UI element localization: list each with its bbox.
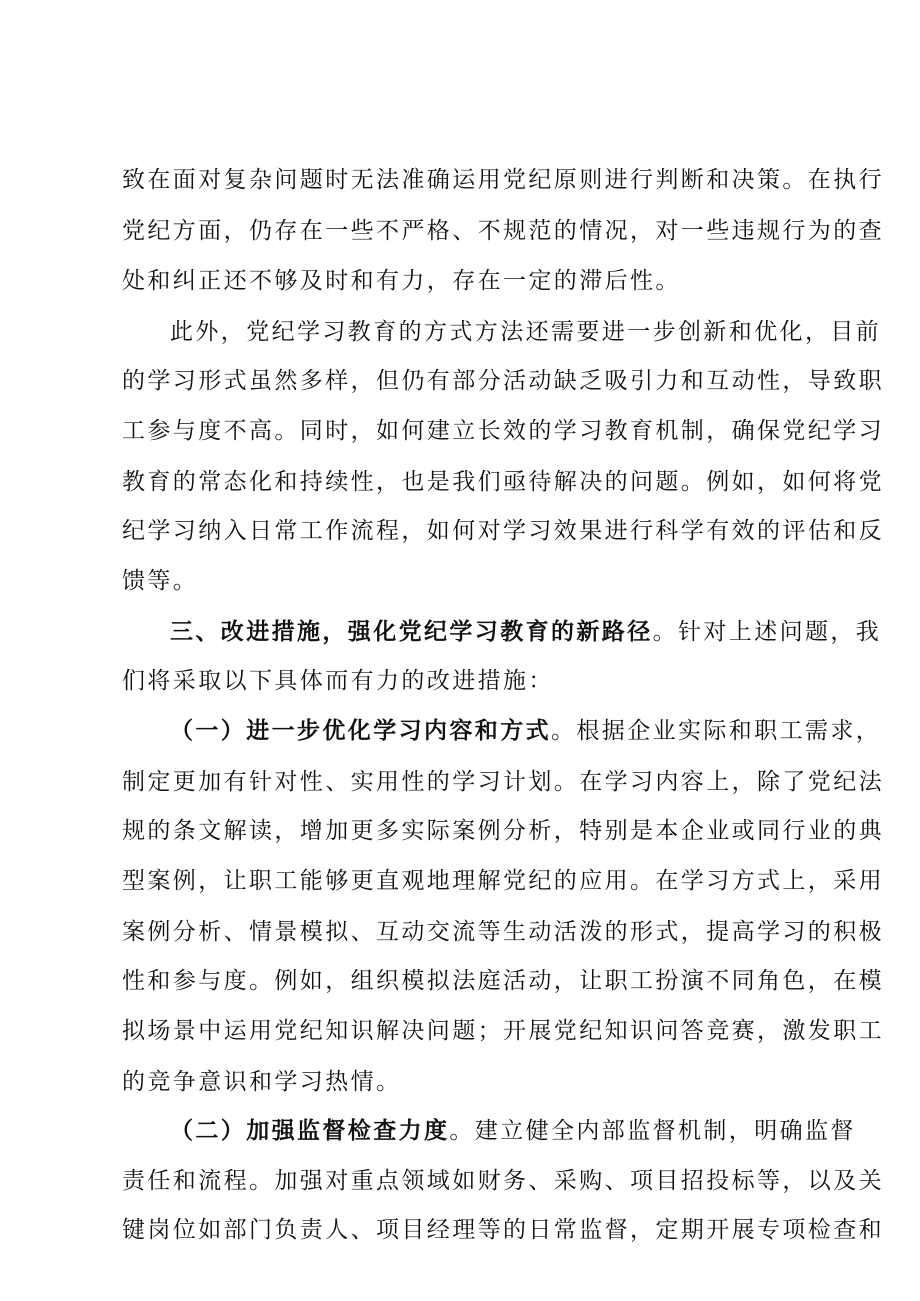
line-text: 的学习形式虽然多样，但仍有部分活动缺乏吸引力和互动性，导致职: [122, 368, 884, 394]
subsection-heading-line: [170, 1109, 856, 1153]
line-text: 工参与度不高。同时，如何建立长效的学习教育机制，确保党纪学习: [122, 418, 884, 444]
line-text: 致在面对复杂问题时无法准确运用党纪原则进行判断和决策。在执行: [122, 167, 884, 193]
line-text: 键岗位如部门负责人、项目经理等的日常监督，定期开展专项检查和: [122, 1217, 884, 1243]
text-line: [122, 1009, 884, 1053]
line-text: 拟场景中运用党纪知识解决问题；开展党纪知识问答竞赛，激发职工: [122, 1018, 884, 1044]
line-text: 责任和流程。加强对重点领域如财务、采购、项目招投标等，以及关: [122, 1168, 884, 1194]
text-line: [122, 409, 884, 453]
line-text: 纪学习纳入日常工作流程，如何对学习效果进行科学有效的评估和反: [122, 518, 884, 544]
text-line: [122, 259, 681, 303]
text-line: [122, 359, 884, 403]
text-line: [122, 1208, 884, 1252]
subsection-heading: （一）进一步优化学习内容和方式: [170, 718, 551, 744]
text-line: [122, 209, 884, 253]
line-text: 处和纠正还不够及时和有力，存在一定的滞后性。: [122, 268, 681, 294]
line-text: 制定更加有针对性、实用性的学习计划。在学习内容上，除了党纪法: [122, 769, 884, 795]
text-line: [122, 760, 884, 804]
line-text: 。建立健全内部监督机制，明确监督: [449, 1118, 856, 1144]
line-text: 。针对上述问题，我: [652, 619, 882, 645]
text-line: [122, 809, 884, 853]
line-text: 教育的常态化和持续性，也是我们亟待解决的问题。例如，如何将党: [122, 469, 884, 495]
line-text: 此外，党纪学习教育的方式方法还需要进一步创新和优化，目前: [170, 319, 882, 345]
line-text: 规的条文解读，增加更多实际案例分析，特别是本企业或同行业的典: [122, 818, 884, 844]
text-line: [122, 659, 554, 703]
line-text: 们将采取以下具体而有力的改进措施：: [122, 668, 554, 694]
section-heading: 三、改进措施，强化党纪学习教育的新路径: [170, 619, 653, 645]
line-text: 馈等。: [122, 568, 199, 594]
subsection-heading: （二）加强监督检查力度: [170, 1118, 450, 1144]
text-line: [122, 1159, 884, 1203]
text-line: [122, 959, 884, 1003]
text-line: [122, 460, 884, 504]
line-text: 的竞争意识和学习热情。: [122, 1069, 402, 1095]
text-line: [122, 910, 884, 954]
text-line: [122, 1060, 401, 1104]
line-text: 性和参与度。例如，组织模拟法庭活动，让职工扮演不同角色，在模: [122, 968, 884, 994]
text-line: [122, 559, 198, 603]
line-text: 案例分析、情景模拟、互动交流等生动活泼的形式，提高学习的积极: [122, 919, 884, 945]
text-line: [122, 859, 884, 903]
text-line: [122, 509, 884, 553]
text-line: [122, 158, 884, 202]
line-text: 党纪方面，仍存在一些不严格、不规范的情况，对一些违规行为的查: [122, 218, 884, 244]
line-text: 。根据企业实际和职工需求，: [551, 718, 882, 744]
paragraph-first-line: [170, 310, 881, 354]
subsection-heading-line: [170, 709, 881, 753]
line-text: 型案例，让职工能够更直观地理解党纪的应用。在学习方式上，采用: [122, 868, 884, 894]
section-heading-line: [170, 610, 881, 654]
